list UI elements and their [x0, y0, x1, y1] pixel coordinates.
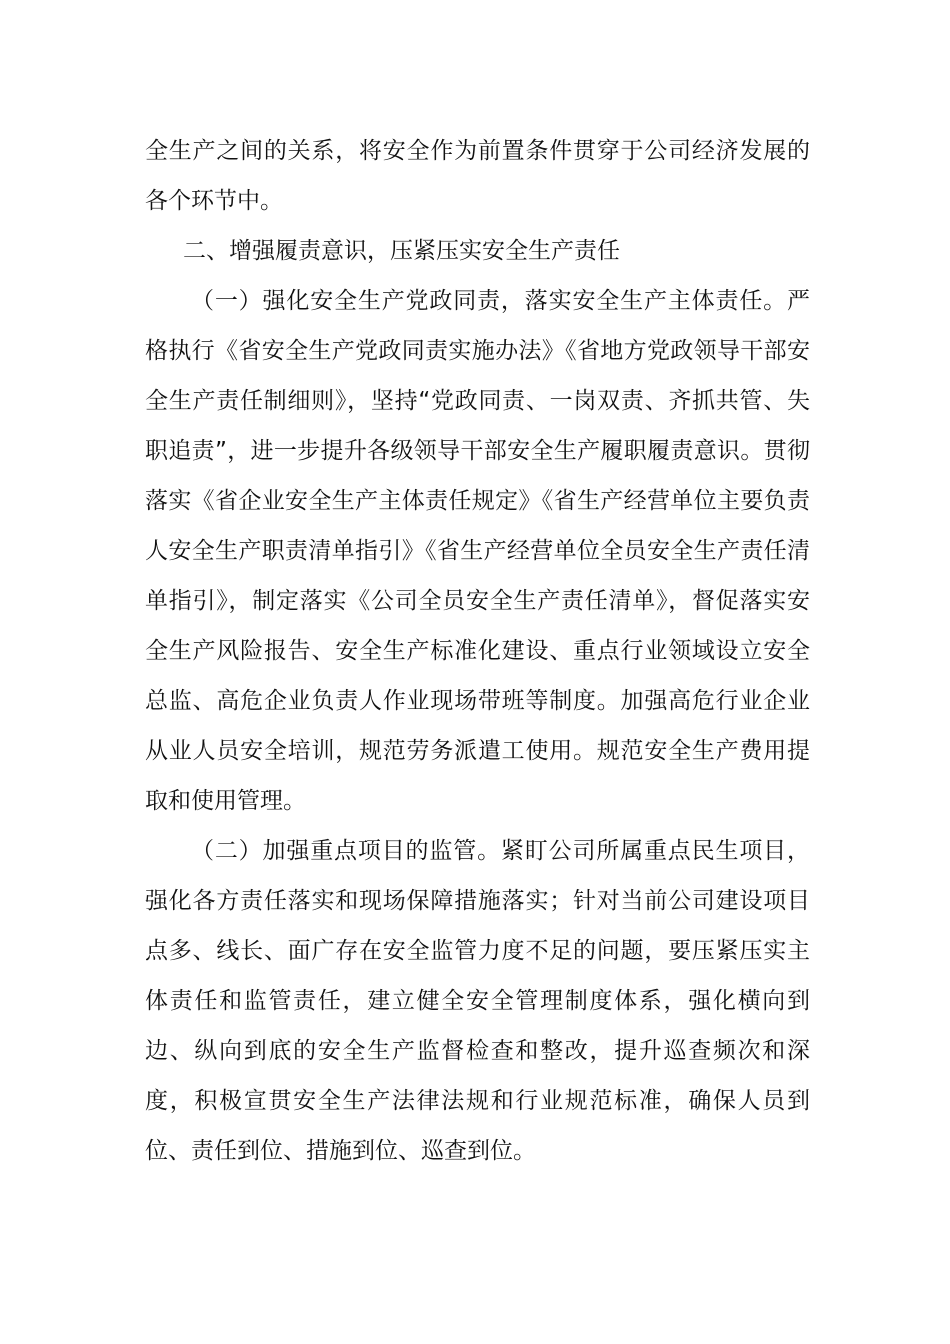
continuation-paragraph: 全生产之间的关系，将安全作为前置条件贯穿于公司经济发展的各个环节中。 [145, 138, 810, 214]
section-heading: 二、增强履责意识，压紧压实安全生产责任 [183, 238, 620, 264]
paragraph-key-projects: （二）加强重点项目的监管。紧盯公司所属重点民生项目，强化各方责任落实和现场保障措施落实；针对当前公司建设项目点多、线长、面广存在安全监管力度不足的问题，要压紧压实主体责任和监管责任，建立健全安全管理制度体系，强化横向到边、纵向到底的安全生产监督检查和整改，提升巡查频次和深度，积极宣贯安全生产法律法规和行业规范标准，确保人员到位、责任到位、措施到位、巡查到位。 [145, 838, 810, 1164]
document-body [145, 126, 810, 1176]
paragraph-responsibility: （一）强化安全生产党政同责，落实安全生产主体责任。严格执行《省安全生产党政同责实施办法》《省地方党政领导干部安全生产责任制细则》，坚持“党政同责、一岗双责、齐抓共管、失职追责”，进一步提升各级领导干部安全生产履职履责意识。贯彻落实《省企业安全生产主体责任规定》《省生产经营单位主要负责人安全生产职责清单指引》《省生产经营单位全员安全生产责任清单指引》，制定落实《公司全员安全生产责任清单》，督促落实安全生产风险报告、安全生产标准化建设、重点行业领域设立安全总监、高危企业负责人作业现场带班等制度。加强高危行业企业从业人员安全培训，规范劳务派遣工使用。规范安全生产费用提取和使用管理。 [145, 288, 810, 814]
